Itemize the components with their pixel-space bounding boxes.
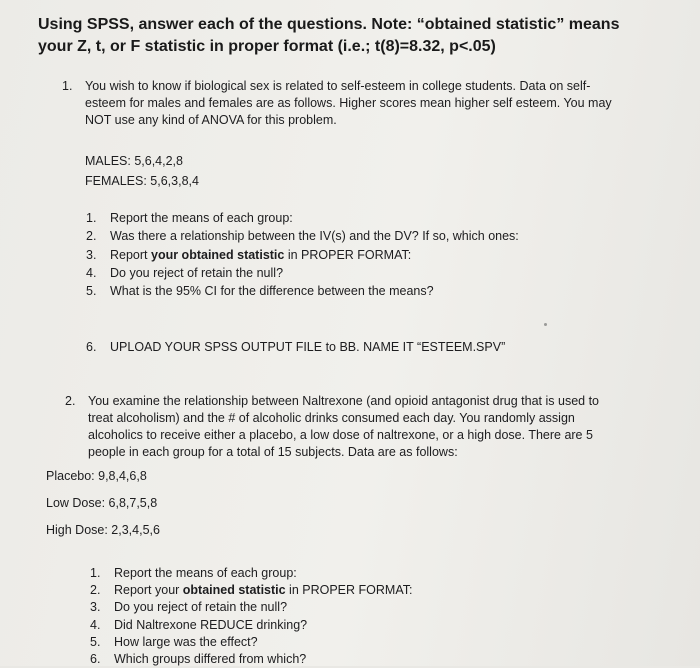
low-dose-data: Low Dose: 6,8,7,5,8 [46, 496, 158, 510]
list-item [86, 264, 519, 282]
list-item [86, 282, 519, 300]
males-data: MALES: 5,6,4,2,8 [85, 154, 183, 168]
instructions-heading [38, 14, 658, 58]
list-item [90, 565, 412, 582]
item-number: 2. [86, 229, 97, 244]
item-text: What is the 95% CI for the difference between the means? [110, 284, 434, 299]
question-2 [65, 393, 600, 461]
list-item [86, 209, 519, 227]
item-text: Which groups differed from which? [114, 652, 307, 667]
item-number: 3. [90, 600, 101, 615]
item-number: 1. [90, 566, 101, 580]
question-1-subquestions [86, 209, 519, 300]
question-2-text: You examine the relationship between Naltrexone (and opioid antagonist drug that is used to treat alcoholism) and the # of alcoholic drinks consumed each day. You randomly assign alcoholics to receive either a placebo, a low dose of naltrexone, or a high dose. There are 5 people in each group for a total of 15 subjects. Data are as follows: [88, 394, 599, 459]
paper-speck [544, 323, 547, 326]
upload-instruction [86, 338, 505, 356]
item-text: Report the means of each group: [110, 211, 293, 225]
list-item [90, 634, 412, 651]
upload-text: UPLOAD YOUR SPSS OUTPUT FILE to BB. NAME IT “ESTEEM.SPV” [110, 340, 506, 354]
question-2-subquestions [90, 565, 412, 668]
item-text-rest: in PROPER FORMAT: [285, 583, 413, 598]
question-1-text: You wish to know if biological sex is related to self-esteem in college students. Data on self-esteem for males and females are as follows. Higher scores mean higher self esteem. You may NOT use any kind of ANOVA for this problem. [85, 79, 612, 127]
item-text: Was there a relationship between the IV(s) and the DV? If so, which ones: [110, 229, 519, 244]
list-item [90, 651, 412, 668]
item-number: 2. [90, 583, 101, 598]
females-data: FEMALES: 5,6,3,8,4 [85, 174, 199, 188]
item-text: Do you reject of retain the null? [114, 600, 288, 615]
list-item [90, 617, 412, 634]
list-item [90, 582, 412, 599]
item-number: 5. [86, 284, 97, 299]
item-text-bold: obtained statistic [182, 583, 286, 598]
item-number: 6. [90, 652, 101, 667]
item-text-bold: your obtained statistic [151, 247, 285, 262]
item-text: Did Naltrexone REDUCE drinking? [114, 617, 308, 632]
placebo-data: Placebo: 9,8,4,6,8 [46, 469, 147, 483]
item-number: 1. [86, 211, 97, 225]
item-number: 3. [86, 247, 97, 262]
item-number: 6. [86, 340, 97, 354]
list-item [86, 246, 519, 264]
item-text-rest: in PROPER FORMAT: [284, 247, 412, 262]
question-2-number: 2. [65, 394, 76, 408]
item-number: 4. [90, 617, 101, 632]
item-text: Report the means of each group: [114, 566, 297, 580]
item-text: Report your [114, 583, 183, 598]
item-number: 4. [86, 265, 97, 280]
question-1-data [85, 151, 199, 191]
item-text: Report [110, 247, 151, 262]
heading-line-2: your Z, t, or F statistic in proper format (i.e.; t(8)=8.32, p<.05) [38, 38, 496, 55]
list-item [86, 227, 519, 245]
question-1-number: 1. [62, 79, 73, 93]
high-dose-data: High Dose: 2,3,4,5,6 [46, 523, 160, 537]
list-item [90, 599, 412, 616]
item-text: How large was the effect? [114, 634, 258, 649]
item-text: Do you reject of retain the null? [110, 265, 284, 280]
question-1 [62, 78, 622, 129]
heading-line-1: Using SPSS, answer each of the questions. Note: “obtained statistic” means [38, 16, 620, 33]
item-number: 5. [90, 634, 101, 649]
